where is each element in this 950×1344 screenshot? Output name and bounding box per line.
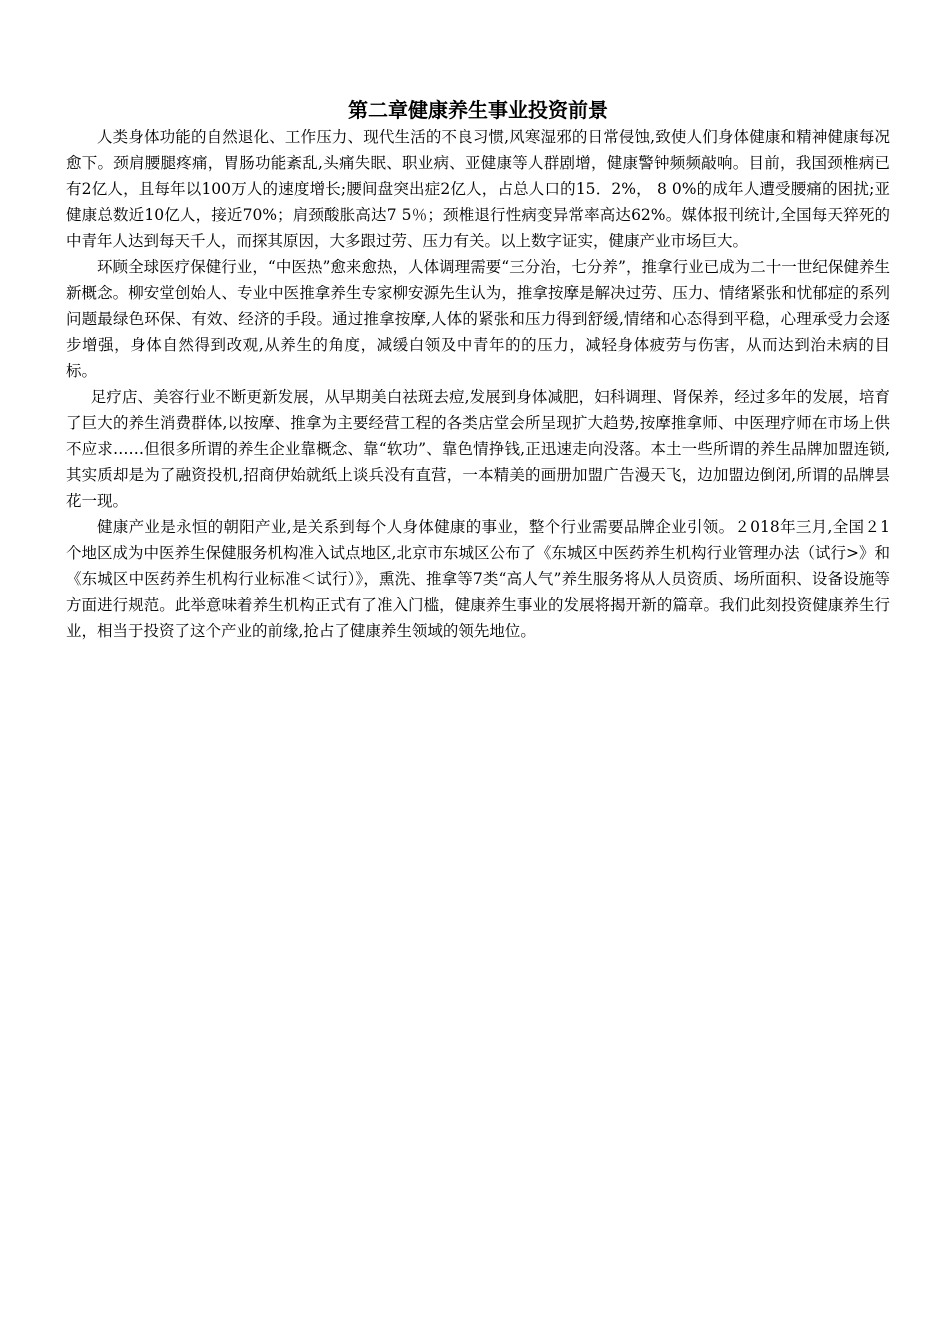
- chapter-title: 第二章健康养生事业投资前景: [348, 98, 608, 122]
- document-page: [66, 96, 890, 644]
- paragraph-outlook: 健康产业是永恒的朝阳产业,是关系到每个人身体健康的事业，整个行业需要品牌企业引领。２018年三月,全国２1个地区成为中医养生保健服务机构准入试点地区,北京市东城区公布了《东城区中医药养生机构行业管理办法（试行>》和《东城区中医药养生机构行业标准＜试行）》，熏洗、推拿等7类“高人气”养生服务将从人员资质、场所面积、设备设施等方面进行规范。此举意味着养生机构正式有了准入门槛，健康养生事业的发展将揭开新的篇章。我们此刻投资健康养生行业，相当于投资了这个产业的前缘,抢占了健康养生领域的领先地位。: [66, 518, 890, 640]
- paragraph-market: 足疗店、美容行业不断更新发展，从早期美白祛斑去痘,发展到身体减肥，妇科调理、肾保养，经过多年的发展，培育了巨大的养生消费群体,以按摩、推拿为主要经营工程的各类店堂会所呈现扩大趋势,按摩推拿师、中医理疗师在市场上供不应求……但很多所谓的养生企业靠概念、靠“软功”、靠色情挣钱,正迅速走向没落。本土一些所谓的养生品牌加盟连锁,其实质却是为了融资投机,招商伊始就纸上谈兵没有直营，一本精美的画册加盟广告漫天飞，边加盟边倒闭,所谓的品牌昙花一现。: [66, 388, 890, 510]
- paragraph-intro: 人类身体功能的自然退化、工作压力、现代生活的不良习惯,风寒湿邪的日常侵蚀,致使人们身体健康和精神健康每况愈下。颈肩腰腿疼痛，胃肠功能紊乱,头痛失眠、职业病、亚健康等人群剧增，健康警钟频频敲响。目前，我国颈椎病已有2亿人，且每年以100万人的速度增长;腰间盘突出症2亿人，占总人口的15．2%， 8 0%的成年人遭受腰痛的困扰;亚健康总数近10亿人，接近70%；肩颈酸胀高达7 5％；颈椎退行性病变异常率高达62%。媒体报刊统计,全国每天猝死的中青年人达到每天千人，而探其原因，大多跟过劳、压力有关。以上数字证实，健康产业市场巨大。: [66, 128, 890, 250]
- paragraph-industry: 环顾全球医疗保健行业，“中医热”愈来愈热，人体调理需要“三分治，七分养”，推拿行业已成为二十一世纪保健养生新概念。柳安堂创始人、专业中医推拿养生专家柳安源先生认为，推拿按摩是解决过劳、压力、情绪紧张和忧郁症的系列问题最绿色环保、有效、经济的手段。通过推拿按摩,人体的紧张和压力得到舒缓,情绪和心态得到平稳，心理承受力会逐步增强，身体自然得到改观,从养生的角度，减缓白领及中青年的的压力，减轻身体疲劳与伤害，从而达到治未病的目标。: [66, 258, 890, 380]
